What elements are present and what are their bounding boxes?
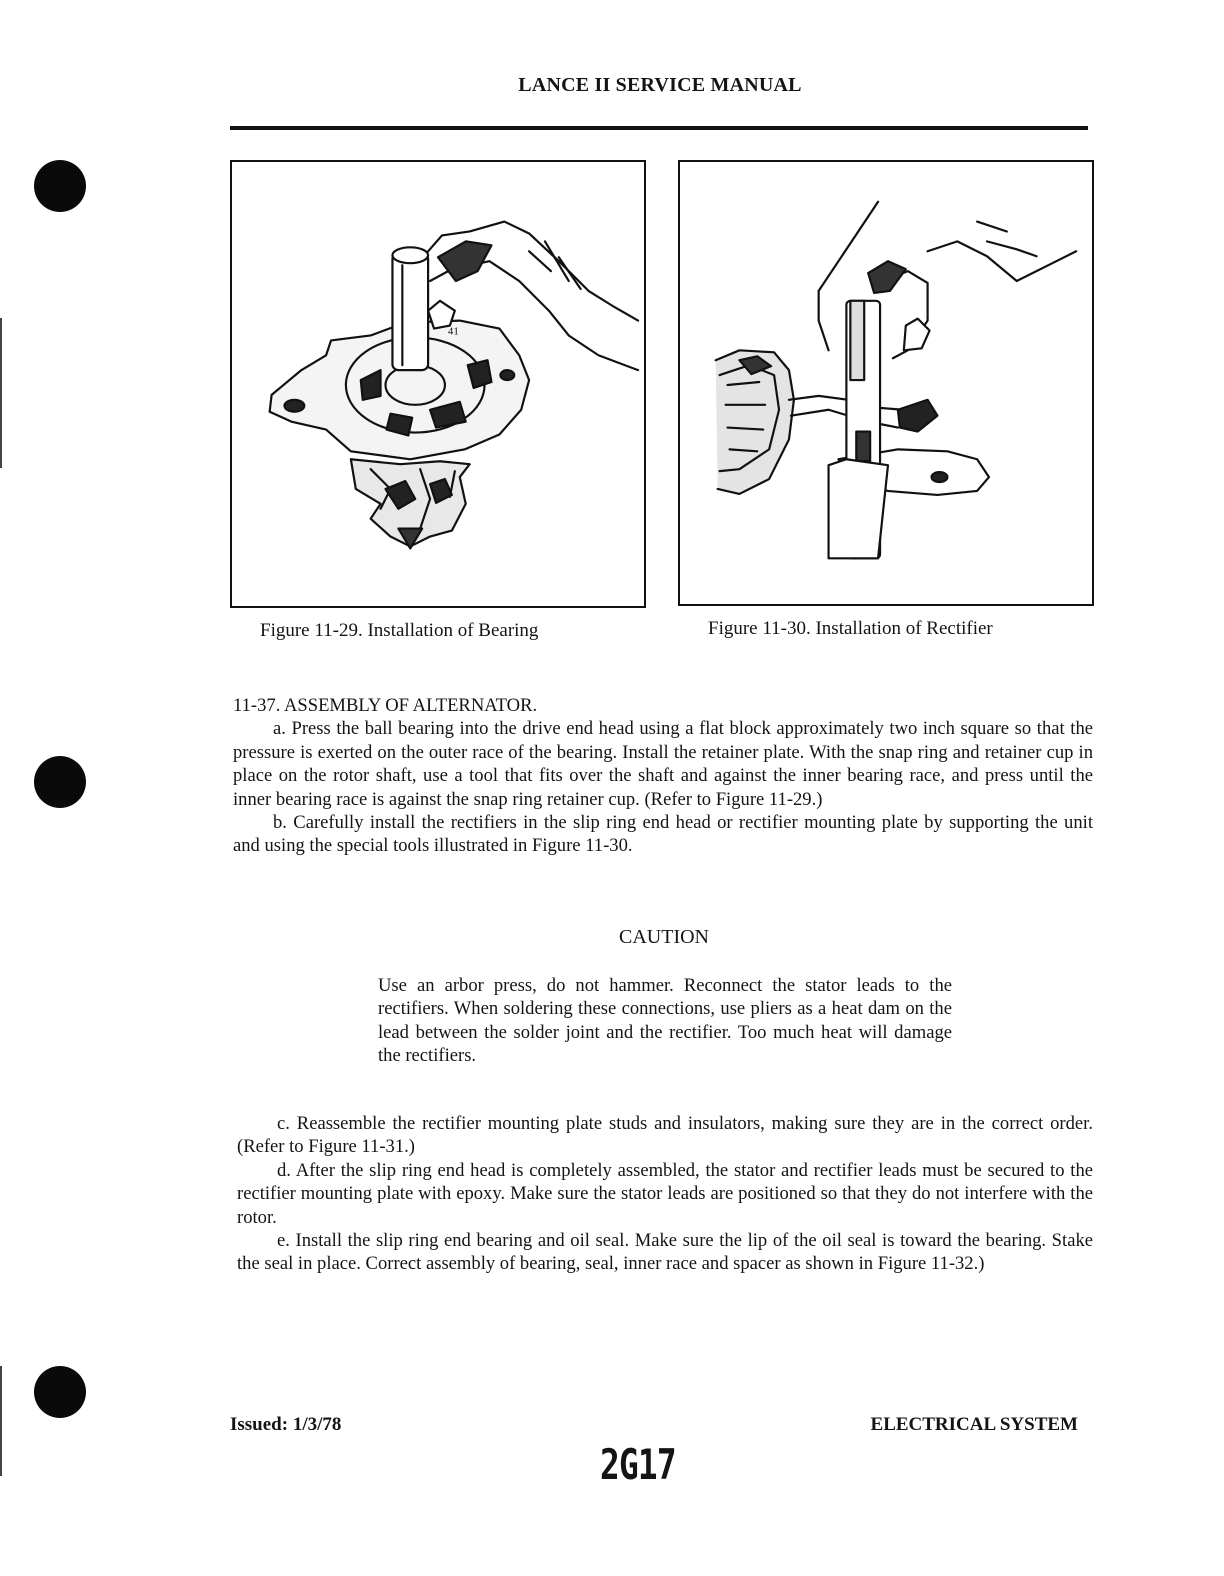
scan-edge-mark	[0, 1366, 2, 1476]
paragraph-a: a. Press the ball bearing into the drive end head using a flat block approximately two inch square so that the pressure is exerted on the outer race of the bearing. Install the retainer plate. With the snap ring and retainer cup in place on the rotor shaft, use a tool that fits over the shaft and against the inner bearing race, and press until the inner bearing race is against the snap ring retainer cup. (Refer to Figure 11-29.)	[233, 718, 1093, 810]
figure-caption-rectifier: Figure 11-30. Installation of Rectifier	[708, 618, 993, 639]
figure-bearing-installation	[230, 160, 646, 608]
paragraph-b: b. Carefully install the rectifiers in the slip ring end head or rectifier mounting plate by supporting the unit and using the special tools illustrated in Figure 11-30.	[233, 812, 1093, 857]
caution-text: Use an arbor press, do not hammer. Reconnect the stator leads to the rectifiers. When soldering these connections, use pliers as a heat dam on the lead between the solder joint and the rectifier. Too much heat will damage the rectifiers.	[378, 975, 952, 1067]
bearing-installation-illustration	[232, 162, 644, 606]
punch-hole-middle	[34, 756, 86, 808]
section-heading: 11-37. ASSEMBLY OF ALTERNATOR.	[233, 695, 538, 716]
rectifier-installation-illustration	[680, 162, 1092, 604]
paragraph-e: e. Install the slip ring end bearing and oil seal. Make sure the lip of the oil seal is toward the bearing. Stake the seal in place. Correct assembly of bearing, seal, inner race and spacer as shown in Figure 11-32.)	[237, 1230, 1093, 1275]
fiche-number: 2G17	[600, 1440, 676, 1489]
punch-hole-bottom	[34, 1366, 86, 1418]
footer-section-name: ELECTRICAL SYSTEM	[870, 1414, 1078, 1435]
page-header-title: LANCE II SERVICE MANUAL	[518, 74, 802, 96]
section-body-1	[233, 694, 1093, 858]
punch-hole-top	[34, 160, 86, 212]
paragraph-d: d. After the slip ring end head is completely assembled, the stator and rectifier leads must be secured to the rectifier mounting plate with epoxy. Make sure the stator leads are positioned so that they do not interfere with the rotor.	[237, 1159, 1093, 1228]
paragraph-c: c. Reassemble the rectifier mounting plate studs and insulators, making sure they are in the correct order. (Refer to Figure 11-31.)	[237, 1113, 1093, 1158]
figure-mark: 41	[447, 325, 459, 338]
section-body-2	[237, 1112, 1093, 1276]
issued-date: Issued: 1/3/78	[230, 1414, 342, 1435]
figure-rectifier-installation	[678, 160, 1094, 606]
scan-edge-mark	[0, 318, 2, 468]
header-rule	[230, 126, 1088, 130]
figure-caption-bearing: Figure 11-29. Installation of Bearing	[260, 620, 539, 641]
caution-title: CAUTION	[619, 926, 709, 948]
